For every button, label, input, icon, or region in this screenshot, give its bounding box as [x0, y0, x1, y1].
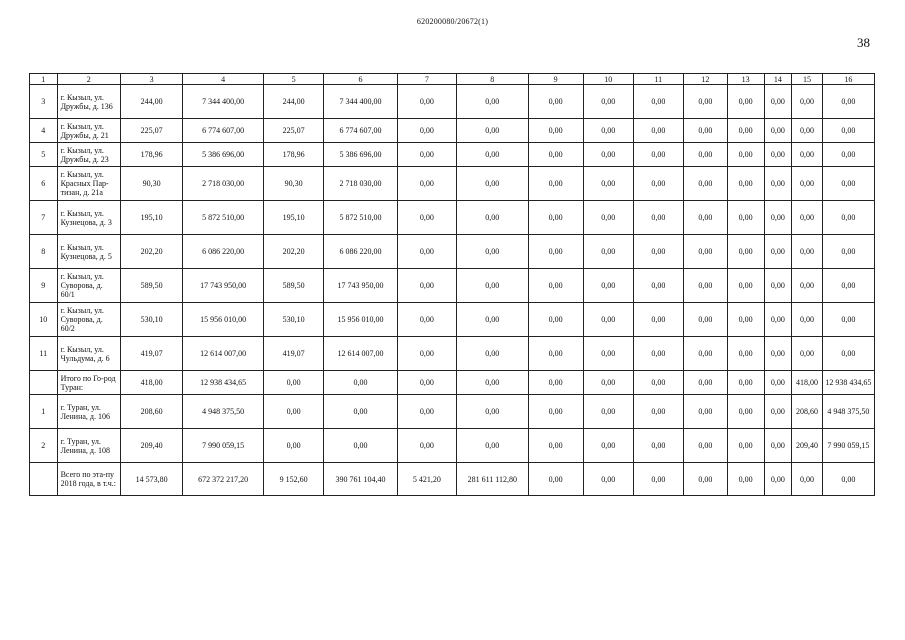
- table-row: [30, 395, 875, 429]
- value-cell: 0,00: [263, 429, 323, 463]
- address-cell: г. Кызыл, ул. Дружбы, д. 21: [57, 119, 120, 143]
- value-cell: 0,00: [683, 143, 727, 167]
- value-cell: 0,00: [397, 371, 456, 395]
- value-cell: 0,00: [683, 119, 727, 143]
- value-cell: 281 611 112,80: [457, 463, 529, 496]
- value-cell: 202,20: [263, 235, 323, 269]
- table-row: [30, 429, 875, 463]
- value-cell: 0,00: [528, 429, 583, 463]
- value-cell: 0,00: [324, 395, 398, 429]
- value-cell: 0,00: [727, 337, 764, 371]
- value-cell: 195,10: [263, 201, 323, 235]
- address-cell: г. Кызыл, ул. Красных Пар-тизан, д. 21а: [57, 167, 120, 201]
- row-number-cell: [30, 463, 58, 496]
- value-cell: 0,00: [583, 463, 633, 496]
- value-cell: 12 938 434,65: [822, 371, 874, 395]
- value-cell: 0,00: [633, 85, 683, 119]
- value-cell: 0,00: [583, 395, 633, 429]
- value-cell: 5 386 696,00: [324, 143, 398, 167]
- value-cell: 244,00: [120, 85, 182, 119]
- value-cell: 0,00: [764, 167, 792, 201]
- data-table: [29, 73, 875, 496]
- address-cell: г. Туран, ул. Ленина, д. 108: [57, 429, 120, 463]
- value-cell: 0,00: [727, 303, 764, 337]
- column-header: 11: [633, 74, 683, 85]
- value-cell: 7 344 400,00: [183, 85, 264, 119]
- value-cell: 90,30: [120, 167, 182, 201]
- table-row: [30, 235, 875, 269]
- value-cell: 4 948 375,50: [183, 395, 264, 429]
- value-cell: 0,00: [528, 395, 583, 429]
- table-row: [30, 143, 875, 167]
- address-cell: г. Кызыл, ул. Кузнецова, д. 3: [57, 201, 120, 235]
- value-cell: 0,00: [764, 337, 792, 371]
- value-cell: 17 743 950,00: [183, 269, 264, 303]
- value-cell: 672 372 217,20: [183, 463, 264, 496]
- value-cell: 0,00: [583, 235, 633, 269]
- table-row: [30, 303, 875, 337]
- address-cell: г. Туран, ул. Ленина, д. 106: [57, 395, 120, 429]
- value-cell: 418,00: [120, 371, 182, 395]
- column-header: 6: [324, 74, 398, 85]
- value-cell: 0,00: [764, 429, 792, 463]
- value-cell: 6 774 607,00: [324, 119, 398, 143]
- value-cell: 419,07: [120, 337, 182, 371]
- value-cell: 0,00: [764, 119, 792, 143]
- value-cell: 0,00: [727, 85, 764, 119]
- value-cell: 0,00: [792, 303, 823, 337]
- value-cell: 0,00: [397, 119, 456, 143]
- value-cell: 0,00: [822, 303, 874, 337]
- value-cell: 0,00: [792, 235, 823, 269]
- value-cell: 0,00: [792, 167, 823, 201]
- value-cell: 5 386 696,00: [183, 143, 264, 167]
- value-cell: 0,00: [583, 303, 633, 337]
- column-header: 13: [727, 74, 764, 85]
- table-row: [30, 337, 875, 371]
- column-header: 5: [263, 74, 323, 85]
- value-cell: 0,00: [822, 119, 874, 143]
- column-header: 16: [822, 74, 874, 85]
- value-cell: 195,10: [120, 201, 182, 235]
- value-cell: 15 956 010,00: [183, 303, 264, 337]
- value-cell: 589,50: [263, 269, 323, 303]
- value-cell: 0,00: [397, 269, 456, 303]
- value-cell: 178,96: [120, 143, 182, 167]
- row-number-cell: 8: [30, 235, 58, 269]
- value-cell: 530,10: [263, 303, 323, 337]
- value-cell: 0,00: [822, 463, 874, 496]
- value-cell: 0,00: [583, 85, 633, 119]
- column-header: 9: [528, 74, 583, 85]
- document-id: 620200080/20672(1): [416, 17, 489, 26]
- value-cell: 0,00: [683, 167, 727, 201]
- value-cell: 0,00: [397, 167, 456, 201]
- value-cell: 0,00: [683, 395, 727, 429]
- value-cell: 17 743 950,00: [324, 269, 398, 303]
- value-cell: 589,50: [120, 269, 182, 303]
- value-cell: 244,00: [263, 85, 323, 119]
- value-cell: 6 086 220,00: [183, 235, 264, 269]
- row-number-cell: 10: [30, 303, 58, 337]
- value-cell: 0,00: [583, 371, 633, 395]
- value-cell: 0,00: [727, 395, 764, 429]
- value-cell: 7 344 400,00: [324, 85, 398, 119]
- value-cell: 0,00: [727, 167, 764, 201]
- value-cell: 0,00: [822, 85, 874, 119]
- value-cell: 0,00: [764, 201, 792, 235]
- value-cell: 0,00: [683, 337, 727, 371]
- value-cell: 0,00: [683, 429, 727, 463]
- address-cell: г. Кызыл, ул. Дружбы, д. 23: [57, 143, 120, 167]
- value-cell: 0,00: [727, 429, 764, 463]
- value-cell: 15 956 010,00: [324, 303, 398, 337]
- value-cell: 0,00: [822, 143, 874, 167]
- value-cell: 0,00: [457, 429, 529, 463]
- value-cell: 0,00: [727, 119, 764, 143]
- address-cell: Итого по Го-род Туран:: [57, 371, 120, 395]
- value-cell: 0,00: [633, 143, 683, 167]
- value-cell: 0,00: [583, 119, 633, 143]
- value-cell: 0,00: [792, 143, 823, 167]
- value-cell: 209,40: [792, 429, 823, 463]
- row-number-cell: 7: [30, 201, 58, 235]
- value-cell: 14 573,80: [120, 463, 182, 496]
- value-cell: 0,00: [263, 371, 323, 395]
- value-cell: 0,00: [528, 269, 583, 303]
- value-cell: 12 938 434,65: [183, 371, 264, 395]
- value-cell: 0,00: [633, 337, 683, 371]
- column-header: 4: [183, 74, 264, 85]
- value-cell: 0,00: [457, 303, 529, 337]
- page-number: 38: [857, 35, 870, 50]
- value-cell: 2 718 030,00: [183, 167, 264, 201]
- value-cell: 0,00: [457, 371, 529, 395]
- value-cell: 0,00: [528, 201, 583, 235]
- value-cell: 0,00: [822, 201, 874, 235]
- value-cell: 0,00: [683, 269, 727, 303]
- value-cell: 0,00: [792, 85, 823, 119]
- column-header: 1: [30, 74, 58, 85]
- value-cell: 0,00: [683, 303, 727, 337]
- value-cell: 0,00: [457, 235, 529, 269]
- value-cell: 0,00: [764, 85, 792, 119]
- value-cell: 0,00: [727, 463, 764, 496]
- value-cell: 0,00: [792, 337, 823, 371]
- value-cell: 208,60: [120, 395, 182, 429]
- value-cell: 0,00: [792, 269, 823, 303]
- value-cell: 0,00: [583, 201, 633, 235]
- value-cell: 0,00: [727, 235, 764, 269]
- value-cell: 202,20: [120, 235, 182, 269]
- value-cell: 0,00: [397, 303, 456, 337]
- value-cell: 0,00: [764, 143, 792, 167]
- value-cell: 0,00: [324, 371, 398, 395]
- value-cell: 7 990 059,15: [822, 429, 874, 463]
- value-cell: 90,30: [263, 167, 323, 201]
- value-cell: 0,00: [324, 429, 398, 463]
- row-number-cell: 2: [30, 429, 58, 463]
- value-cell: 0,00: [457, 143, 529, 167]
- value-cell: 0,00: [727, 269, 764, 303]
- value-cell: 419,07: [263, 337, 323, 371]
- value-cell: 7 990 059,15: [183, 429, 264, 463]
- table-header-row: [30, 74, 875, 85]
- value-cell: 0,00: [683, 85, 727, 119]
- value-cell: 530,10: [120, 303, 182, 337]
- value-cell: 0,00: [528, 371, 583, 395]
- column-header: 8: [457, 74, 529, 85]
- value-cell: 6 086 220,00: [324, 235, 398, 269]
- column-header: 15: [792, 74, 823, 85]
- value-cell: 0,00: [633, 429, 683, 463]
- value-cell: 0,00: [397, 395, 456, 429]
- value-cell: 0,00: [583, 167, 633, 201]
- value-cell: 178,96: [263, 143, 323, 167]
- value-cell: 12 614 007,00: [324, 337, 398, 371]
- value-cell: 0,00: [528, 143, 583, 167]
- row-number-cell: 9: [30, 269, 58, 303]
- column-header: 12: [683, 74, 727, 85]
- value-cell: 0,00: [583, 429, 633, 463]
- address-cell: г. Кызыл, ул. Суворова, д. 60/1: [57, 269, 120, 303]
- value-cell: 0,00: [397, 143, 456, 167]
- row-number-cell: 5: [30, 143, 58, 167]
- table-row: [30, 463, 875, 496]
- value-cell: 0,00: [822, 269, 874, 303]
- row-number-cell: [30, 371, 58, 395]
- address-cell: Всего по эта-пу 2018 года, в т.ч.:: [57, 463, 120, 496]
- value-cell: 0,00: [764, 269, 792, 303]
- value-cell: 0,00: [792, 201, 823, 235]
- column-header: 7: [397, 74, 456, 85]
- value-cell: 0,00: [633, 269, 683, 303]
- value-cell: 0,00: [263, 395, 323, 429]
- value-cell: 0,00: [633, 119, 683, 143]
- value-cell: 0,00: [457, 395, 529, 429]
- value-cell: 0,00: [822, 167, 874, 201]
- value-cell: 2 718 030,00: [324, 167, 398, 201]
- value-cell: 0,00: [528, 337, 583, 371]
- value-cell: 0,00: [683, 201, 727, 235]
- value-cell: 0,00: [397, 235, 456, 269]
- value-cell: 0,00: [683, 235, 727, 269]
- value-cell: 0,00: [764, 463, 792, 496]
- value-cell: 0,00: [764, 235, 792, 269]
- value-cell: 225,07: [263, 119, 323, 143]
- table-row: [30, 85, 875, 119]
- table-row: [30, 269, 875, 303]
- value-cell: 208,60: [792, 395, 823, 429]
- value-cell: 0,00: [397, 337, 456, 371]
- address-cell: г. Кызыл, ул. Кузнецова, д. 5: [57, 235, 120, 269]
- value-cell: 390 761 104,40: [324, 463, 398, 496]
- value-cell: 0,00: [633, 235, 683, 269]
- value-cell: 0,00: [528, 463, 583, 496]
- row-number-cell: 3: [30, 85, 58, 119]
- value-cell: 0,00: [583, 143, 633, 167]
- value-cell: 0,00: [528, 85, 583, 119]
- value-cell: 0,00: [457, 337, 529, 371]
- value-cell: 0,00: [397, 85, 456, 119]
- row-number-cell: 11: [30, 337, 58, 371]
- value-cell: 0,00: [683, 371, 727, 395]
- value-cell: 209,40: [120, 429, 182, 463]
- row-number-cell: 4: [30, 119, 58, 143]
- value-cell: 0,00: [397, 201, 456, 235]
- value-cell: 4 948 375,50: [822, 395, 874, 429]
- address-cell: г. Кызыл, ул. Чульдума, д. 6: [57, 337, 120, 371]
- table-row: [30, 371, 875, 395]
- value-cell: 0,00: [727, 371, 764, 395]
- table-row: [30, 201, 875, 235]
- value-cell: 0,00: [633, 303, 683, 337]
- row-number-cell: 1: [30, 395, 58, 429]
- value-cell: 0,00: [822, 337, 874, 371]
- value-cell: 0,00: [583, 337, 633, 371]
- column-header: 3: [120, 74, 182, 85]
- value-cell: 6 774 607,00: [183, 119, 264, 143]
- value-cell: 0,00: [764, 303, 792, 337]
- value-cell: 0,00: [792, 119, 823, 143]
- value-cell: 418,00: [792, 371, 823, 395]
- value-cell: 5 421,20: [397, 463, 456, 496]
- value-cell: 9 152,60: [263, 463, 323, 496]
- address-cell: г. Кызыл, ул. Дружбы, д. 136: [57, 85, 120, 119]
- value-cell: 0,00: [457, 201, 529, 235]
- address-cell: г. Кызыл, ул. Суворова, д. 60/2: [57, 303, 120, 337]
- value-cell: 0,00: [727, 201, 764, 235]
- value-cell: 12 614 007,00: [183, 337, 264, 371]
- row-number-cell: 6: [30, 167, 58, 201]
- value-cell: 0,00: [764, 395, 792, 429]
- value-cell: 0,00: [457, 269, 529, 303]
- table-row: [30, 167, 875, 201]
- table-row: [30, 119, 875, 143]
- value-cell: 0,00: [457, 119, 529, 143]
- column-header: 10: [583, 74, 633, 85]
- value-cell: 0,00: [397, 429, 456, 463]
- value-cell: 5 872 510,00: [324, 201, 398, 235]
- column-header: 14: [764, 74, 792, 85]
- value-cell: 0,00: [683, 463, 727, 496]
- value-cell: 0,00: [764, 371, 792, 395]
- value-cell: 225,07: [120, 119, 182, 143]
- value-cell: 0,00: [457, 167, 529, 201]
- value-cell: 0,00: [633, 395, 683, 429]
- value-cell: 0,00: [528, 235, 583, 269]
- column-header: 2: [57, 74, 120, 85]
- value-cell: 0,00: [633, 201, 683, 235]
- value-cell: 5 872 510,00: [183, 201, 264, 235]
- value-cell: 0,00: [633, 167, 683, 201]
- value-cell: 0,00: [822, 235, 874, 269]
- value-cell: 0,00: [792, 463, 823, 496]
- value-cell: 0,00: [727, 143, 764, 167]
- value-cell: 0,00: [583, 269, 633, 303]
- value-cell: 0,00: [633, 371, 683, 395]
- value-cell: 0,00: [457, 85, 529, 119]
- value-cell: 0,00: [528, 303, 583, 337]
- value-cell: 0,00: [528, 119, 583, 143]
- value-cell: 0,00: [528, 167, 583, 201]
- value-cell: 0,00: [633, 463, 683, 496]
